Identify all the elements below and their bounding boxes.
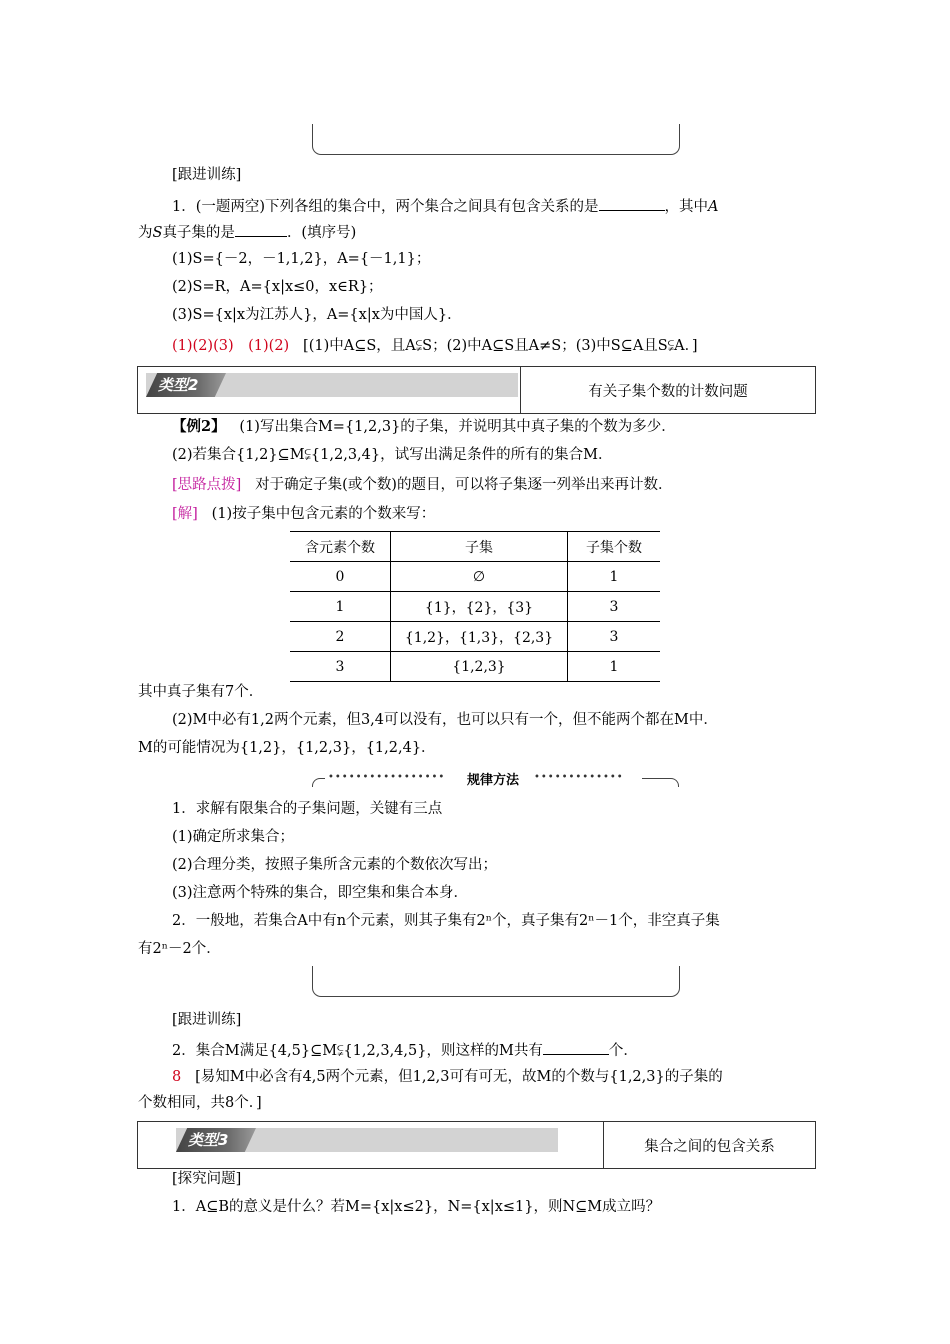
rules-dots-left: ••••••••••••••••• <box>328 772 446 783</box>
table-cell: {1,2}，{1,3}，{2,3} <box>391 622 568 652</box>
section-3-tag-label: 类型3 <box>188 1131 229 1149</box>
table-cell: 3 <box>568 592 661 622</box>
solution-line <box>172 505 435 523</box>
q1-text-c: 为 <box>138 225 153 241</box>
rules-title: 规律方法 <box>467 773 520 788</box>
q1-var-s: S <box>152 225 163 241</box>
table-cell: {1,2,3} <box>391 652 568 682</box>
rules-header <box>312 774 678 788</box>
rules-dots-right: ••••••••••••• <box>534 772 624 783</box>
option-2: (2)S=R，A={x|x≤0，x∈R}； <box>172 279 383 295</box>
after-table-2: (2)M中必有1,2两个元素，但3,4可以没有，也可以只有一个，但不能两个都在M中． <box>172 712 718 728</box>
table-cell: 1 <box>568 562 661 592</box>
option-1: (1)S={－2，－1,1,2}，A={－1,1}； <box>172 251 431 267</box>
table-cell: 0 <box>290 562 391 592</box>
table-header: 子集 <box>391 532 568 562</box>
solution-label: [解] <box>172 506 198 522</box>
rules-bottom-bracket <box>312 966 680 997</box>
table-header: 子集个数 <box>568 532 661 562</box>
rules-line-4: (3)注意两个特殊的集合，即空集和集合本身． <box>172 885 469 901</box>
table-cell: ∅ <box>391 562 568 592</box>
after-table-1: 其中真子集有7个． <box>138 684 264 700</box>
answer-2-red: 8 <box>172 1069 182 1085</box>
answer-blank-2[interactable] <box>235 222 287 237</box>
table-cell: 1 <box>568 652 661 682</box>
q1-text-d: 真子集的是 <box>162 225 235 241</box>
box-bottom-bracket <box>312 124 680 155</box>
table-row <box>290 562 660 592</box>
follow-up-2-heading: [跟进训练] <box>172 1012 242 1028</box>
rules-corner-right <box>642 778 679 787</box>
table-header-row <box>290 532 660 562</box>
rules-line-5: 2．一般地，若集合A中有n个元素，则其子集有2ⁿ个，真子集有2ⁿ－1个，非空真子集 <box>172 913 720 929</box>
answer-blank-3[interactable] <box>543 1040 609 1055</box>
question-1-line-2 <box>138 222 356 242</box>
rules-corner-left <box>312 778 325 787</box>
q1-text-a: 1．(一题两空)下列各组的集合中，两个集合之间具有包含关系的是 <box>172 199 599 215</box>
table-cell: 2 <box>290 622 391 652</box>
after-table-3: M的可能情况为{1,2}，{1,2,3}，{1,2,4}． <box>138 740 436 756</box>
hint-label: [思路点拨] <box>172 477 242 493</box>
hint-line <box>172 476 672 494</box>
q1-text-b: ，其中 <box>664 199 709 215</box>
example-2-part-1 <box>172 418 676 436</box>
answer-explain: [(1)中A⊆S，且A⫋S；(2)中A⊆S且A≠S；(3)中S⊆A且S⫋A．] <box>303 338 698 354</box>
q1-var-a: A <box>708 199 719 215</box>
section-2-header <box>137 366 816 414</box>
answer-line-2 <box>172 1068 723 1086</box>
table-row <box>290 622 660 652</box>
hint-text: 对于确定子集(或个数)的题目，可以将子集逐一列举出来再计数． <box>255 477 673 493</box>
subset-table <box>290 531 660 682</box>
answer-blank-1[interactable] <box>599 196 665 211</box>
answer-2-explain-2: 个数相同，共8个．] <box>138 1095 262 1111</box>
question-1-line-1 <box>172 196 719 216</box>
rules-line-2: (1)确定所求集合； <box>172 829 295 845</box>
solution-text: (1)按子集中包含元素的个数来写： <box>211 506 436 522</box>
rules-line-3: (2)合理分类，按照子集所含元素的个数依次写出； <box>172 857 498 873</box>
table-cell: 3 <box>290 652 391 682</box>
table-header: 含元素个数 <box>290 532 391 562</box>
section-3-title: 集合之间的包含关系 <box>603 1122 815 1168</box>
follow-up-heading: [跟进训练] <box>172 167 242 183</box>
explore-question-1: 1．A⊆B的意义是什么？若M={x|x≤2}，N={x|x≤1}，则N⊆M成立吗？ <box>172 1199 661 1215</box>
table-cell: 3 <box>568 622 661 652</box>
example-2-label: 【例2】 <box>172 418 226 435</box>
q1-text-e: ．(填序号) <box>286 225 357 241</box>
rules-line-6: 有2ⁿ－2个． <box>138 941 221 957</box>
answer-red: (1)(2)(3) (1)(2) <box>172 338 290 354</box>
question-2 <box>172 1040 638 1060</box>
table-cell: 1 <box>290 592 391 622</box>
section-2-title: 有关子集个数的计数问题 <box>520 367 815 413</box>
table-cell: {1}，{2}，{3} <box>391 592 568 622</box>
q2-text-b: 个． <box>608 1043 638 1059</box>
section-2-tag-bar <box>146 373 518 397</box>
section-3-tag-bar <box>176 1128 558 1152</box>
answer-line-1 <box>172 337 698 355</box>
rules-line-1: 1．求解有限集合的子集问题，关键有三点 <box>172 801 443 817</box>
example-2-part-2: (2)若集合{1,2}⊆M⫋{1,2,3,4}，试写出满足条件的所有的集合M． <box>172 447 613 463</box>
table-row <box>290 652 660 682</box>
example-2-text-1: (1)写出集合M={1,2,3}的子集，并说明其中真子集的个数为多少． <box>239 419 676 435</box>
section-3-header <box>137 1121 816 1169</box>
q2-text-a: 2．集合M满足{4,5}⊆M⫋{1,2,3,4,5}，则这样的M共有 <box>172 1043 543 1059</box>
answer-2-explain-1: [易知M中必含有4,5两个元素，但1,2,3可有可无，故M的个数与{1,2,3}的子集的 <box>195 1069 723 1085</box>
option-3: (3)S={x|x为江苏人}，A={x|x为中国人}． <box>172 307 462 323</box>
explore-heading: [探究问题] <box>172 1171 242 1187</box>
section-2-tag-label: 类型2 <box>158 376 199 394</box>
table-row <box>290 592 660 622</box>
